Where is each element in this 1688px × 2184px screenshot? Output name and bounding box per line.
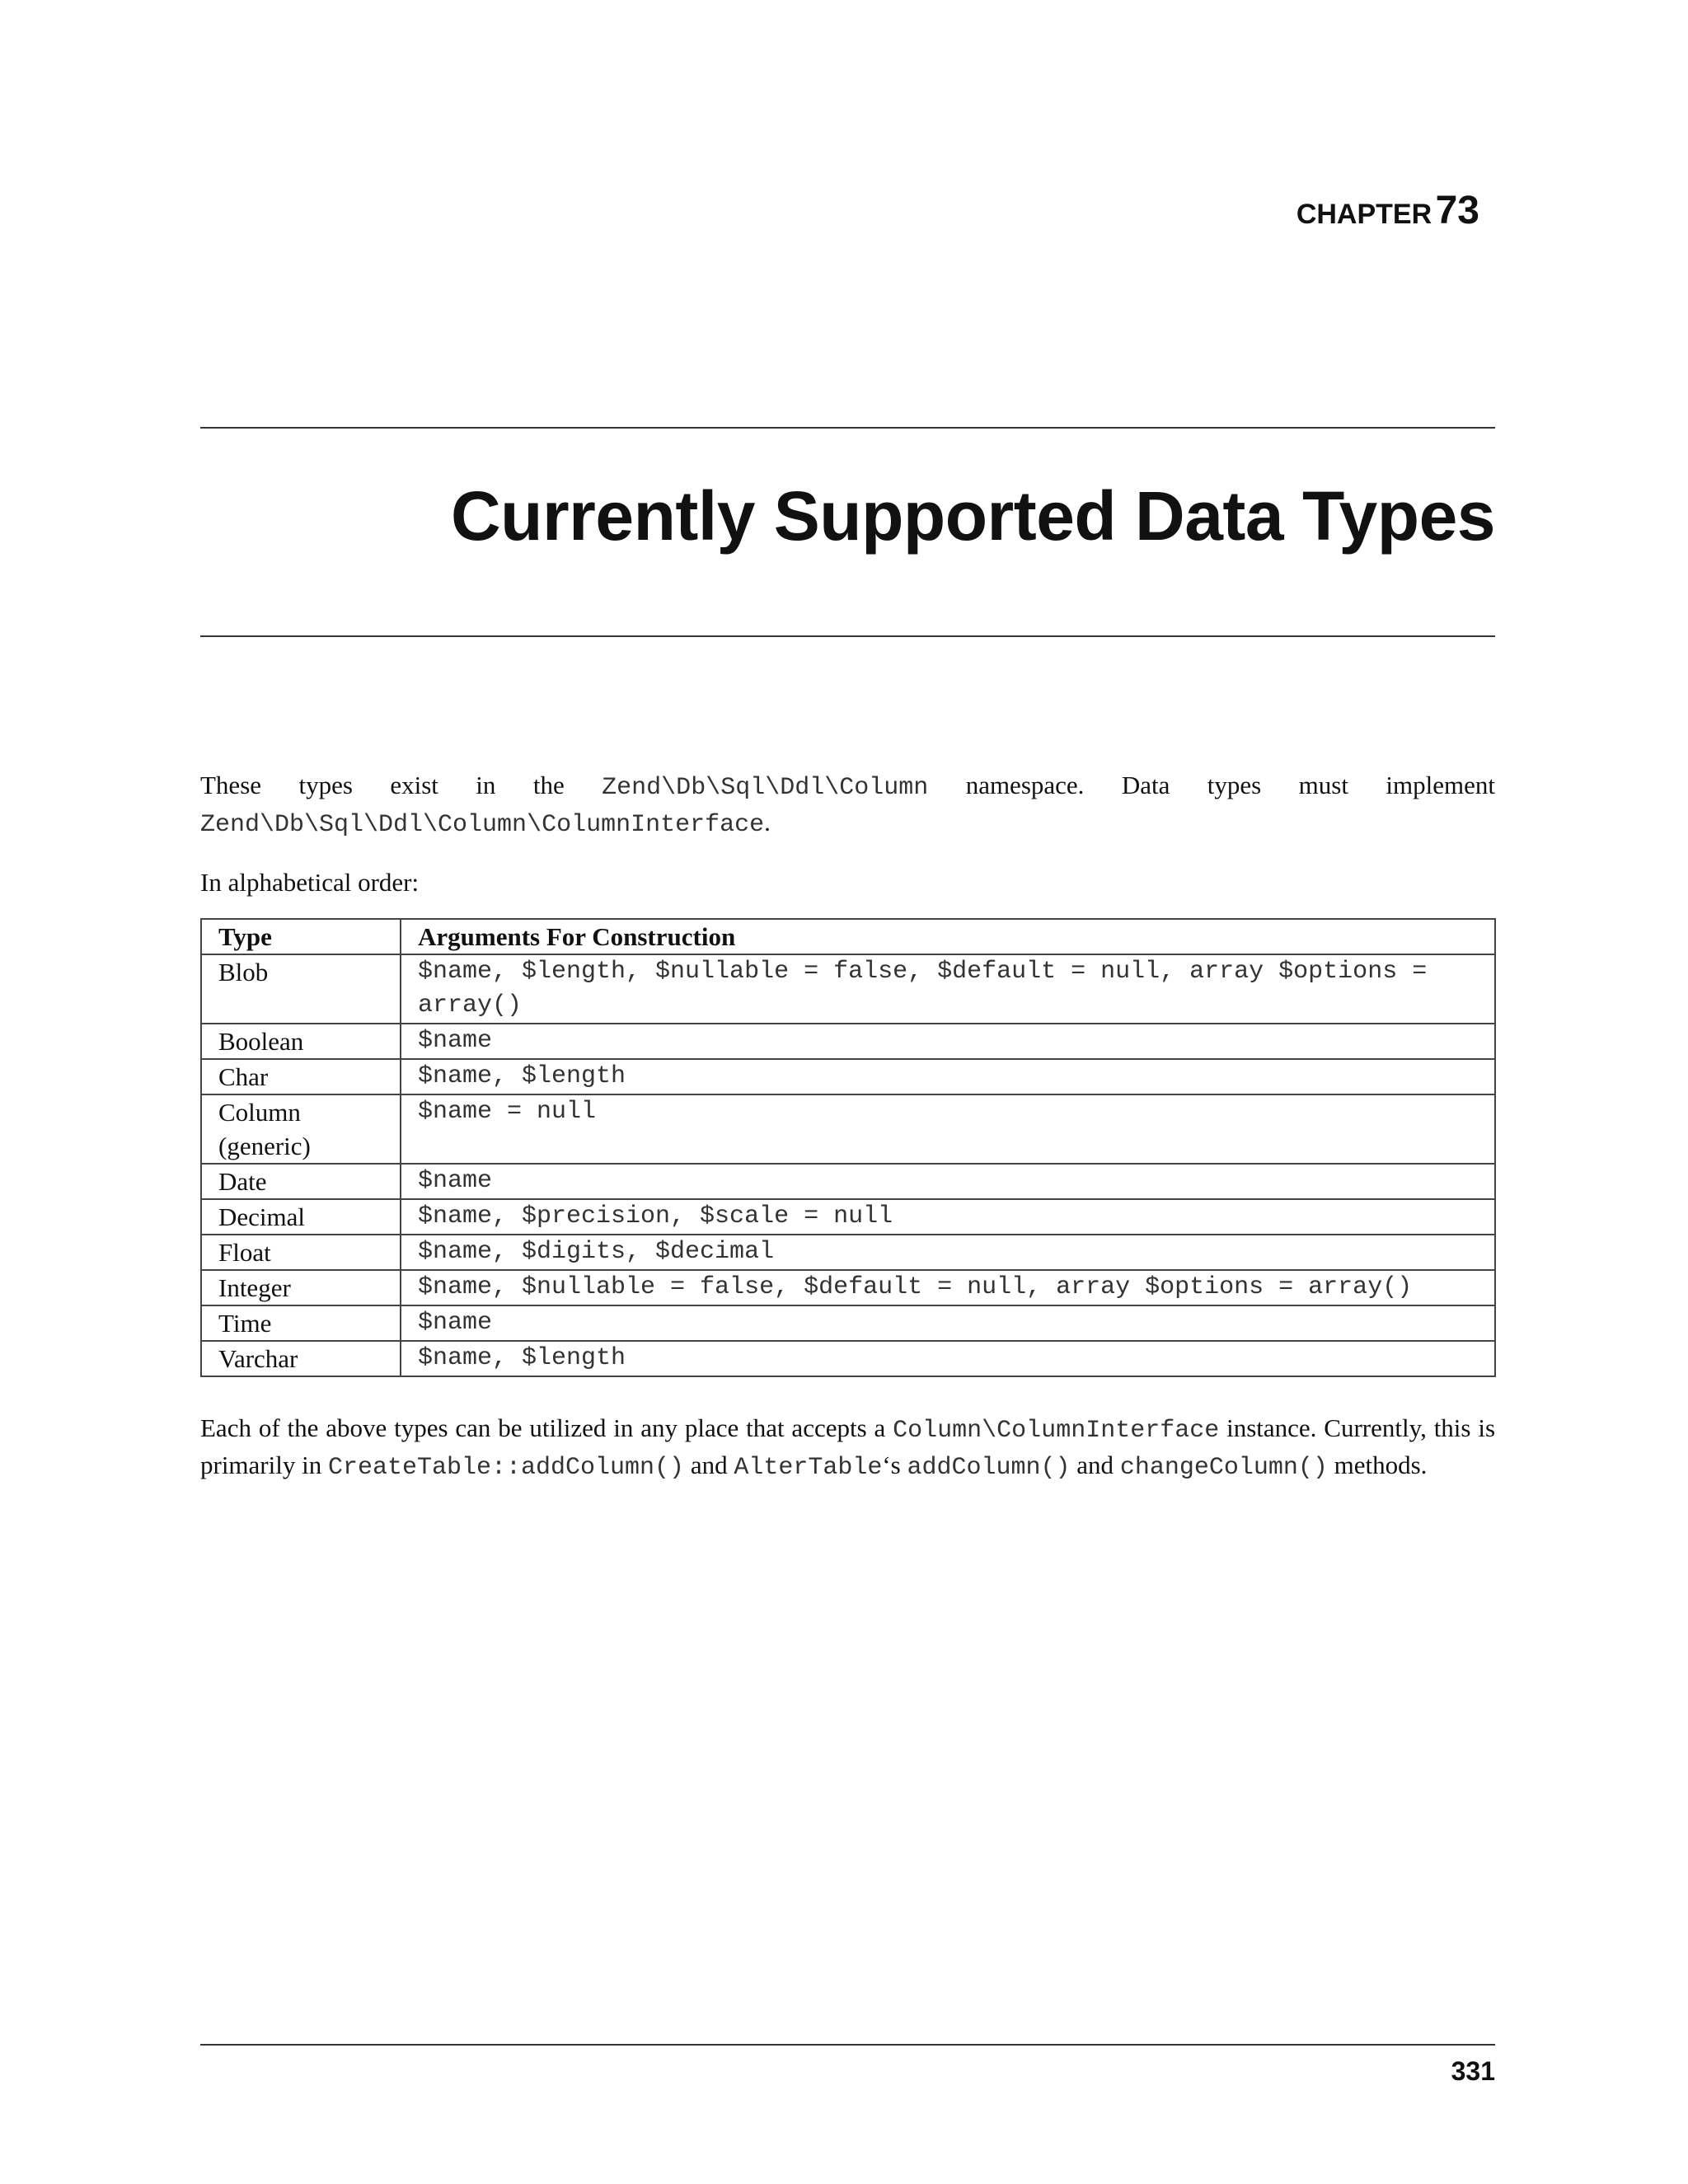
page-title: Currently Supported Data Types (451, 477, 1495, 555)
table-row (201, 954, 1495, 1024)
title-bottom-rule (200, 635, 1495, 637)
closing-paragraph (200, 1411, 1495, 1485)
args-cell: $name, $digits, $decimal (401, 1235, 1495, 1270)
chapter-word: CHAPTER (1296, 199, 1432, 230)
type-cell: Integer (201, 1270, 401, 1305)
header-type: Type (201, 919, 401, 954)
closing-code-createtable: CreateTable::addColumn() (327, 1454, 685, 1482)
order-label: In alphabetical order: (200, 868, 420, 897)
type-cell: Float (201, 1235, 401, 1270)
args-cell: $name, $length, $nullable = false, $default = null, array $options = array() (401, 954, 1495, 1024)
args-cell: $name, $precision, $scale = null (401, 1199, 1495, 1235)
chapter-heading (1296, 188, 1479, 233)
type-cell: Blob (201, 954, 401, 1024)
args-cell: $name, $length (401, 1059, 1495, 1094)
args-cell: $name (401, 1305, 1495, 1341)
type-cell: Varchar (201, 1341, 401, 1376)
type-cell: Time (201, 1305, 401, 1341)
table-row (201, 1094, 1495, 1164)
args-cell: $name (401, 1164, 1495, 1199)
closing-text-c: and (690, 1451, 728, 1479)
table-row (201, 1341, 1495, 1376)
args-cell: $name, $nullable = false, $default = null, array $options = array() (401, 1270, 1495, 1305)
table-row (201, 1305, 1495, 1341)
table-header-row (201, 919, 1495, 954)
intro-text-c: . (764, 808, 771, 837)
closing-code-interface: Column\ColumnInterface (893, 1417, 1220, 1445)
closing-code-changecolumn: changeColumn() (1119, 1454, 1328, 1482)
table-row (201, 1270, 1495, 1305)
type-cell: Boolean (201, 1024, 401, 1059)
intro-text-a: These types exist in the (200, 771, 565, 799)
closing-text-d: ‘s (882, 1451, 901, 1479)
type-cell: Column (generic) (201, 1094, 401, 1164)
closing-text-e: and (1076, 1451, 1114, 1479)
table-row (201, 1235, 1495, 1270)
type-cell: Char (201, 1059, 401, 1094)
table-row (201, 1059, 1495, 1094)
title-top-rule (200, 427, 1495, 429)
closing-text-b: instance. Currently, this is primarily in (200, 1413, 1496, 1479)
table-row (201, 1164, 1495, 1199)
closing-text-a: Each of the above types can be utilized in any place that accepts a (200, 1413, 886, 1442)
args-cell: $name, $length (401, 1341, 1495, 1376)
page-number: 331 (1451, 2056, 1495, 2086)
chapter-number: 73 (1435, 189, 1479, 232)
closing-code-altertable: AlterTable (734, 1454, 883, 1482)
args-cell: $name = null (401, 1094, 1495, 1164)
type-cell: Date (201, 1164, 401, 1199)
type-cell: Decimal (201, 1199, 401, 1235)
intro-code-interface: Zend\Db\Sql\Ddl\Column\ColumnInterface (200, 811, 765, 839)
intro-paragraph (200, 768, 1495, 842)
intro-text-b: namespace. Data types must implement (965, 771, 1495, 799)
footer-rule (200, 2044, 1495, 2046)
table-row (201, 1199, 1495, 1235)
table-row (201, 1024, 1495, 1059)
header-arguments: Arguments For Construction (401, 919, 1495, 954)
args-cell: $name (401, 1024, 1495, 1059)
data-types-table (200, 918, 1496, 1377)
intro-code-namespace: Zend\Db\Sql\Ddl\Column (602, 774, 929, 802)
closing-code-addcolumn: addColumn() (907, 1454, 1071, 1482)
closing-text-f: methods. (1334, 1451, 1428, 1479)
